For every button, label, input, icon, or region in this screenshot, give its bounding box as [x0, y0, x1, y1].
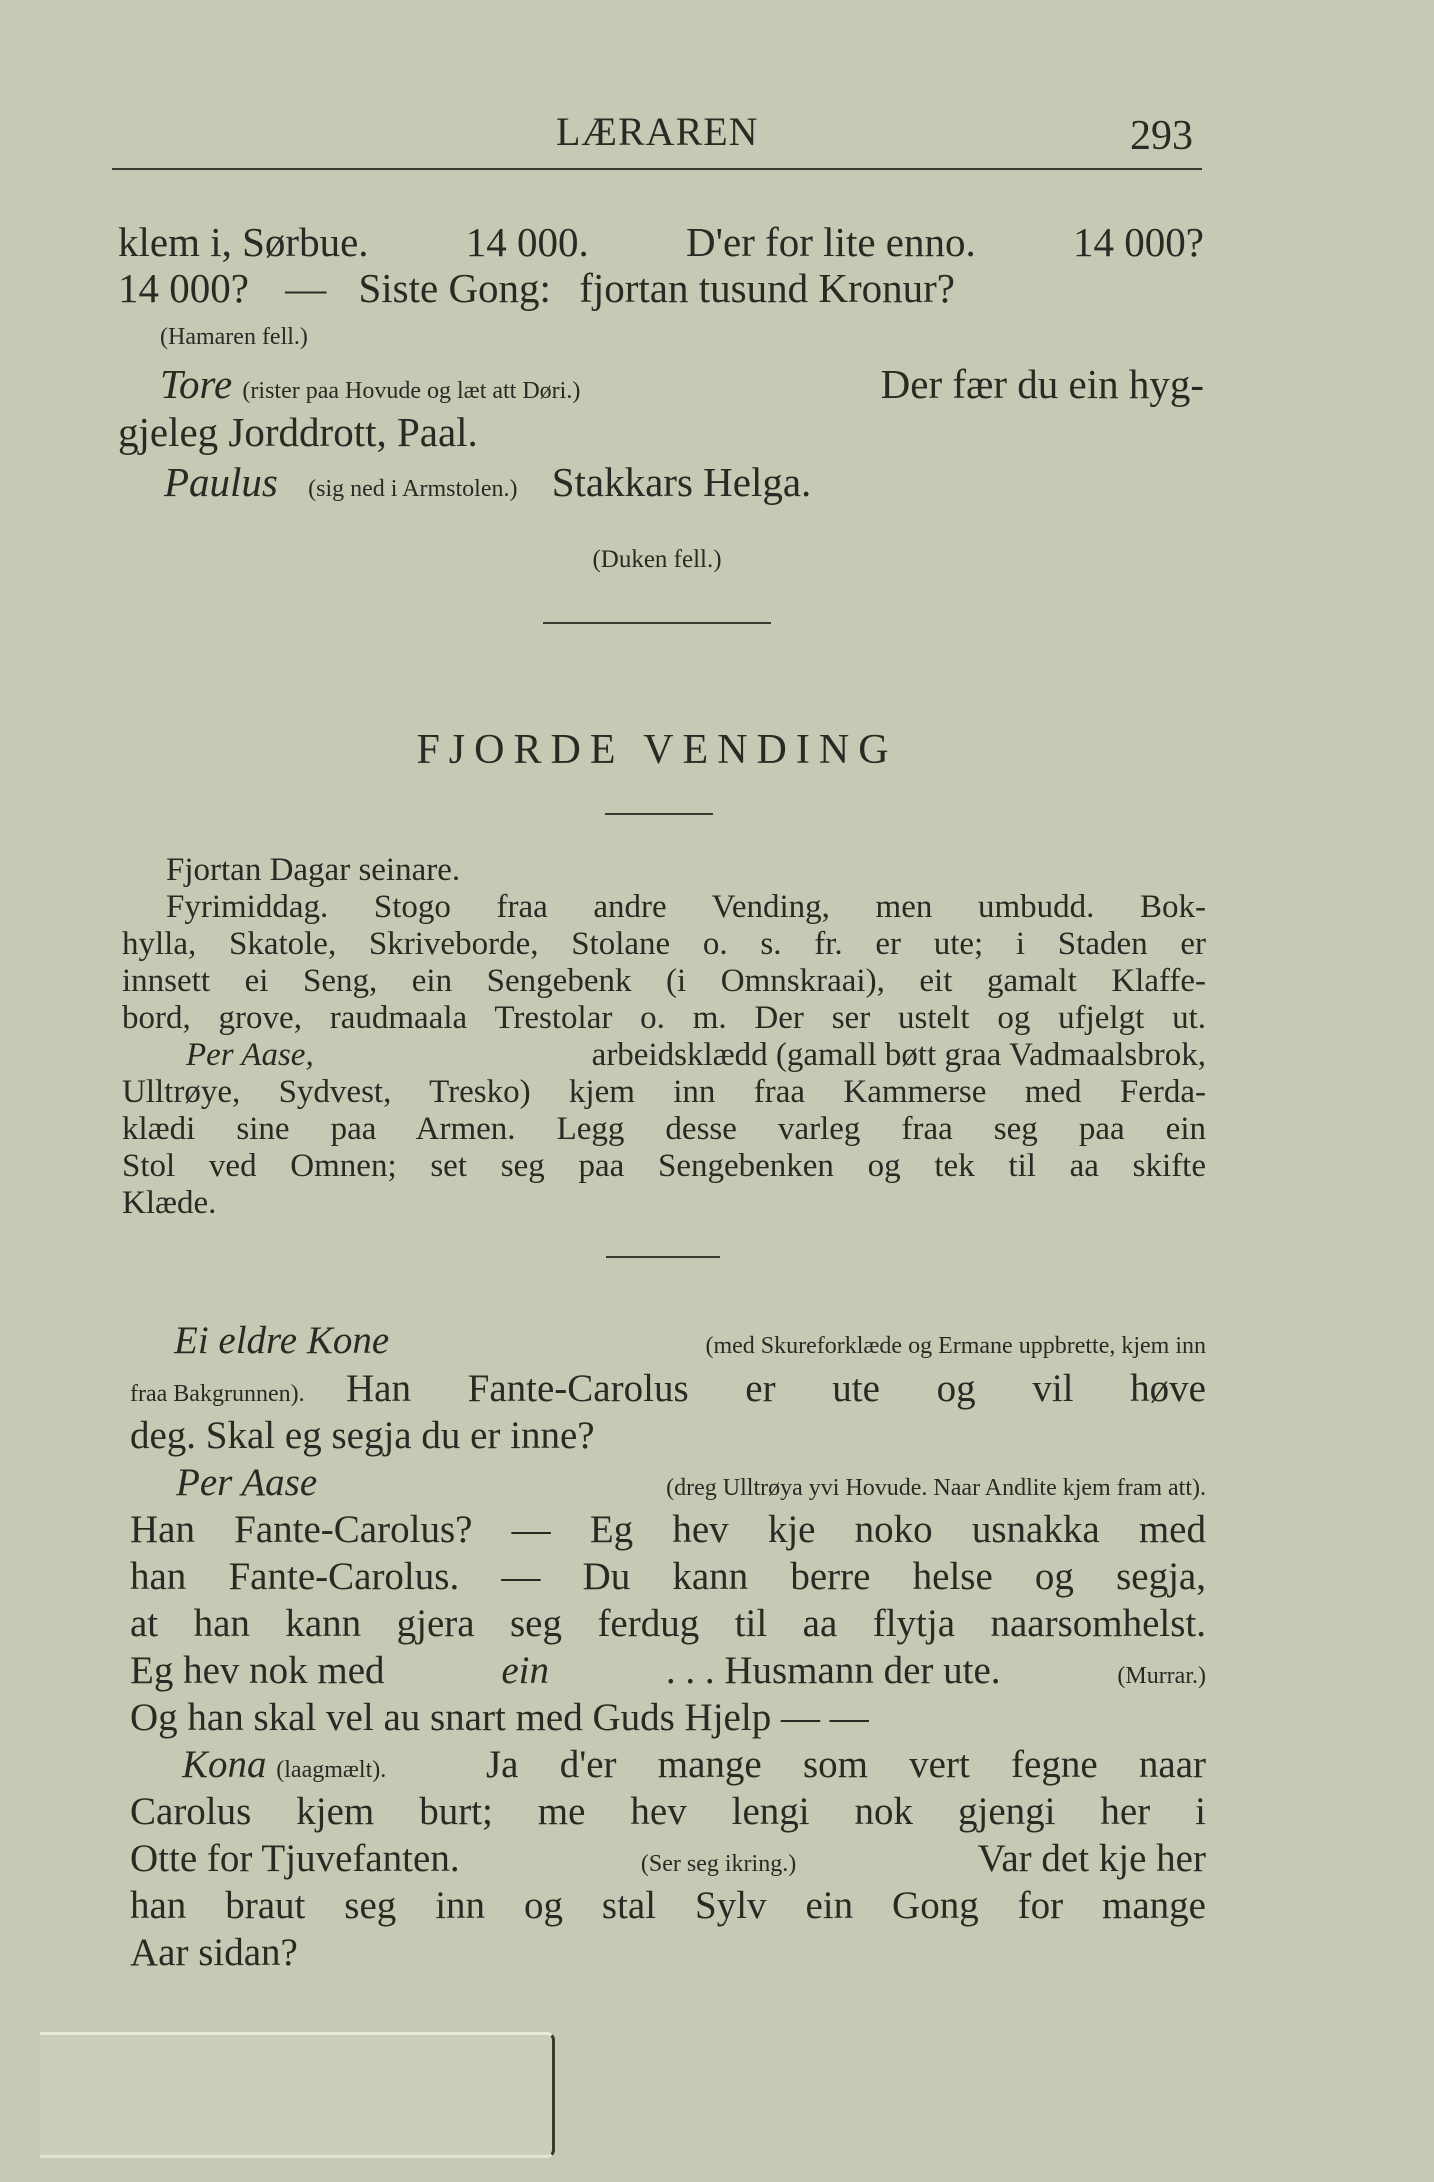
stage-direction: (Ser seg ikring.)	[640, 1851, 797, 1877]
speech: Stakkars Helga.	[551, 459, 812, 505]
text-line	[174, 1321, 1206, 1360]
text-line	[118, 265, 955, 311]
stage-direction: fraa Bakgrunnen).	[130, 1381, 305, 1407]
text-segment: arbeidsklædd (gamall bøtt graa Vadmaalsbrok,	[591, 1037, 1206, 1073]
scene-line: klædi sine paa Armen. Legg desse varleg fraa seg paa ein	[122, 1111, 1206, 1147]
speech: Der fær du ein hyg-	[880, 361, 1204, 407]
scene-line: Fyrimiddag. Stogo fraa andre Vending, men umbudd. Bok-	[166, 889, 1206, 925]
scene-line	[186, 1039, 1206, 1072]
stage-direction: (laagmælt).	[276, 1757, 387, 1783]
text-segment: —	[285, 265, 327, 311]
stage-direction: (med Skureforklæde og Ermane uppbrette, kjem inn	[705, 1333, 1206, 1359]
speech: gjeleg Jorddrott, Paal.	[118, 409, 478, 455]
speech: Otte for Tjuvefanten.	[130, 1837, 460, 1880]
speech: Og han skal vel au snart med Guds Hjelp — —	[130, 1696, 869, 1739]
speech: han Fante-Carolus. — Du kann berre helse og segja,	[130, 1555, 1206, 1598]
scene-line: Klæde.	[122, 1185, 217, 1221]
header-rule	[112, 168, 1202, 170]
section-rule	[543, 622, 771, 624]
text-segment: 14 000?	[118, 265, 249, 311]
running-header: LÆRAREN	[556, 109, 759, 154]
speech: han braut seg inn og stal Sylv ein Gong for mange	[130, 1884, 1206, 1927]
speaker-name: Per Aase	[176, 1461, 318, 1504]
scene-line: hylla, Skatole, Skriveborde, Stolane o. s. fr. er ute; i Staden er	[122, 926, 1206, 962]
text-line	[164, 459, 812, 505]
scene-line: Ulltrøye, Sydvest, Tresko) kjem inn fraa Kammerse med Ferda-	[122, 1074, 1206, 1110]
scene-line: innsett ei Seng, ein Sengebenk (i Omnskraai), eit gamalt Klaffe-	[122, 963, 1206, 999]
speaker-name: Kona	[182, 1743, 267, 1786]
speech: Ja d'er mange som vert fegne naar	[486, 1743, 1206, 1786]
scene-line: bord, grove, raudmaala Trestolar o. m. Der ser ustelt og ufjelgt ut.	[122, 1000, 1206, 1036]
stage-direction: (rister paa Hovude og læt att Døri.)	[242, 378, 581, 404]
text-line	[130, 1651, 1206, 1690]
stage-direction: (sig ned i Armstolen.)	[308, 476, 518, 502]
stage-direction: (Hamaren fell.)	[160, 324, 308, 350]
section-rule	[605, 813, 713, 815]
text-line	[176, 1463, 1206, 1502]
stage-direction: (dreg Ulltrøya yvi Hovude. Naar Andlite kjem fram att).	[666, 1475, 1206, 1501]
page-number: 293	[1130, 113, 1193, 159]
speech: Eg hev nok med	[130, 1649, 385, 1692]
speech: Carolus kjem burt; me hev lengi nok gjengi her i	[130, 1790, 1206, 1833]
act-title: FJORDE VENDING	[416, 727, 898, 773]
text-line	[130, 1839, 1206, 1878]
text-line	[182, 1745, 1206, 1784]
text-line	[160, 361, 1204, 407]
speaker-name: Ei eldre Kone	[174, 1319, 390, 1362]
text-segment: 14 000?	[1073, 219, 1204, 265]
emphasis: ein	[501, 1649, 550, 1692]
speech: . . . Husmann der ute.	[665, 1649, 1001, 1692]
speech: deg. Skal eg segja du er inne?	[130, 1414, 595, 1457]
speech: Aar sidan?	[130, 1931, 298, 1974]
stage-direction: (Duken fell.)	[592, 546, 722, 573]
speech: at han kann gjera seg ferdug til aa flytja naarsomhelst.	[130, 1602, 1206, 1645]
speech: Han Fante-Carolus? — Eg hev kje noko usnakka med	[130, 1508, 1206, 1551]
speaker-name: Tore	[160, 361, 233, 407]
text-segment: 14 000.	[465, 219, 589, 265]
speech: Han Fante-Carolus er ute og vil høve	[346, 1367, 1206, 1410]
library-label-outline	[40, 2032, 555, 2158]
scene-line: Stol ved Omnen; set seg paa Sengebenken og tek til aa skifte	[122, 1148, 1206, 1184]
text-line	[130, 1369, 1206, 1408]
scene-line: Fjortan Dagar seinare.	[166, 852, 461, 888]
speaker-name: Per Aase,	[186, 1037, 314, 1073]
speech: Var det kje her	[977, 1837, 1206, 1880]
text-segment: fjortan tusund Kronur?	[579, 265, 955, 311]
text-segment: D'er for lite enno.	[686, 219, 976, 265]
text-segment: Siste Gong:	[358, 265, 551, 311]
speaker-name: Paulus	[164, 459, 278, 505]
text-segment: klem i, Sørbue.	[118, 219, 369, 265]
text-line	[118, 219, 1204, 265]
stage-direction: (Murrar.)	[1117, 1663, 1206, 1689]
section-rule	[606, 1256, 720, 1258]
